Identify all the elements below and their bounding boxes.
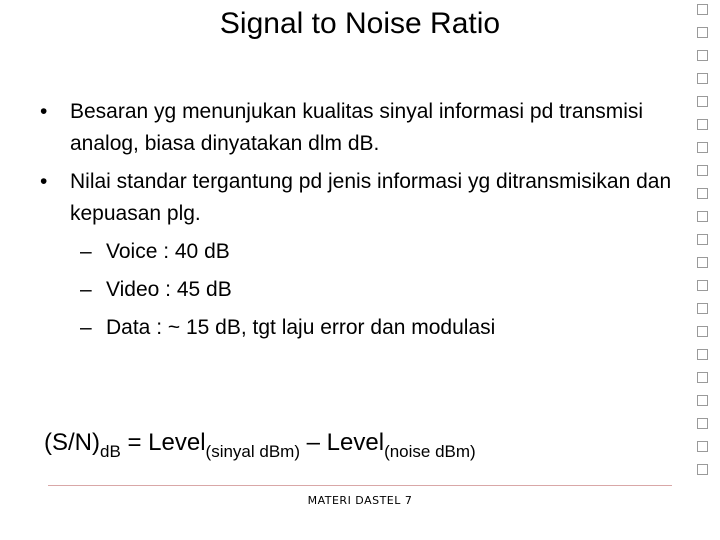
square-icon bbox=[697, 280, 708, 291]
bullet-marker: • bbox=[40, 170, 48, 193]
slide-footer: MATERI DASTEL 7 bbox=[307, 494, 413, 507]
bullet-list bbox=[40, 96, 690, 344]
square-icon bbox=[697, 96, 708, 107]
formula-noise-subscript: (noise dBm) bbox=[384, 442, 476, 461]
dash-marker: – bbox=[80, 278, 92, 301]
snr-formula bbox=[44, 423, 476, 465]
square-icon bbox=[697, 73, 708, 84]
dash-marker: – bbox=[80, 316, 92, 339]
sub-item-video bbox=[40, 274, 690, 306]
formula-lhs: (S/N) bbox=[44, 429, 100, 456]
formula-equals-level: = Level bbox=[120, 429, 206, 456]
sub-item-data bbox=[40, 312, 690, 344]
footer-divider bbox=[48, 485, 672, 486]
square-icon bbox=[697, 234, 708, 245]
square-icon bbox=[697, 303, 708, 314]
sub-item-voice bbox=[40, 236, 690, 268]
bullet-item bbox=[40, 166, 690, 230]
sub-item-text: Voice : 40 dB bbox=[106, 240, 230, 263]
square-icon bbox=[697, 188, 708, 199]
square-icon bbox=[697, 326, 708, 337]
formula-signal-subscript: (sinyal dBm) bbox=[205, 442, 300, 461]
square-icon bbox=[697, 27, 708, 38]
bullet-text: Besaran yg menunjukan kualitas sinyal informasi pd transmisi analog, biasa dinyatakan dlm dB. bbox=[70, 100, 644, 155]
square-icon bbox=[697, 4, 708, 15]
square-icon bbox=[697, 211, 708, 222]
square-icon bbox=[697, 165, 708, 176]
bullet-item bbox=[40, 96, 690, 160]
square-icon bbox=[697, 257, 708, 268]
bullet-marker: • bbox=[40, 100, 48, 123]
sub-item-text: Data : ~ 15 dB, tgt laju error dan modulasi bbox=[106, 316, 496, 339]
square-icon bbox=[697, 395, 708, 406]
square-icon bbox=[697, 119, 708, 130]
square-icon bbox=[697, 372, 708, 383]
slide-title: Signal to Noise Ratio bbox=[219, 7, 501, 40]
side-decoration bbox=[684, 0, 720, 540]
sub-item-text: Video : 45 dB bbox=[106, 278, 232, 301]
dash-marker: – bbox=[80, 240, 92, 263]
square-icon bbox=[697, 464, 708, 475]
square-icon bbox=[697, 50, 708, 61]
square-icon bbox=[697, 441, 708, 452]
square-icon bbox=[697, 418, 708, 429]
formula-lhs-subscript: dB bbox=[100, 442, 121, 461]
square-icon bbox=[697, 349, 708, 360]
formula-minus-level: – Level bbox=[300, 429, 385, 456]
square-icon bbox=[697, 142, 708, 153]
bullet-text: Nilai standar tergantung pd jenis informasi yg ditransmisikan dan kepuasan plg. bbox=[70, 170, 672, 225]
